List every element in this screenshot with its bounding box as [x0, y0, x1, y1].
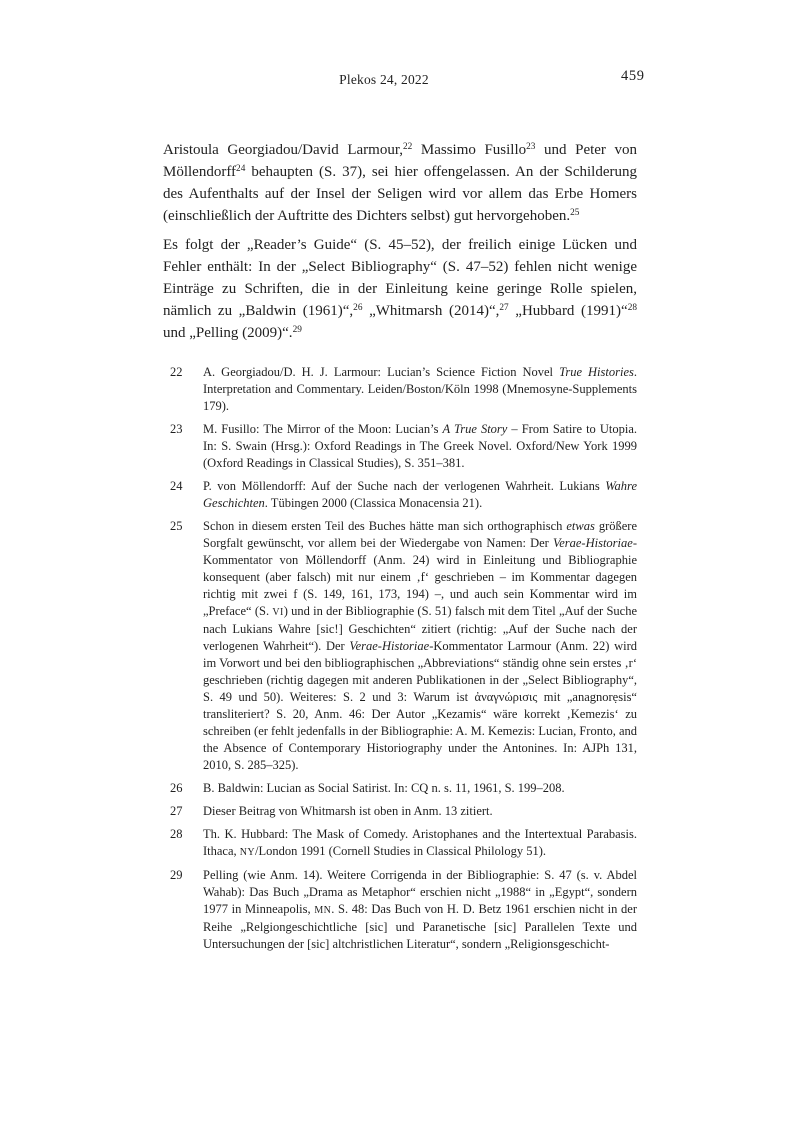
footnote-text — [203, 867, 637, 953]
footnote-text — [203, 518, 637, 774]
text-run: Schon in diesem ersten Teil des Buches hätte man sich orthographisch — [203, 519, 567, 533]
footnote-number: 22 — [170, 365, 183, 379]
italic-text: A True Story — [442, 422, 508, 436]
italic-text: etwas — [566, 519, 595, 533]
footnote-item — [163, 478, 637, 512]
text-run: . S. 48: Das Buch von H. D. Betz 1961 erschien nicht in der Reihe „Relgiongeschichtliche [sic] und Paranetische [sic] Parallelen Texte und Untersuchungen der [sic] altchristlichen Literatur“, sondern „Religionsgeschicht- — [203, 902, 637, 951]
text-run: und Peter von Möllendorff — [163, 142, 637, 180]
text-run: größere Sorgfalt gewünscht, vor allem bei der Wiedergabe von Namen: Der — [203, 519, 638, 550]
footnote-item — [163, 803, 637, 820]
body-paragraph — [163, 139, 637, 227]
body-paragraph — [163, 234, 637, 344]
footnote-marker: 24 — [236, 163, 246, 174]
text-run: . Interpretation and Commentary. Leiden/Boston/Köln 1998 (Mnemosyne-Supplements 179). — [203, 365, 637, 413]
page-content — [163, 139, 637, 959]
footnote-number: 25 — [170, 519, 183, 533]
footnote-item — [163, 364, 637, 415]
small-caps-text: VI — [272, 607, 284, 618]
text-run: Dieser Beitrag von Whitmarsh ist oben in Anm. 13 zitiert. — [203, 804, 493, 818]
text-run: und „Pelling (2009)“. — [163, 325, 293, 341]
footnote-marker: 29 — [292, 324, 302, 335]
text-run: ) und in der Bibliographie (S. 51) falsch mit dem Titel „Auf der Suche nach Lukians Wahre [sic!] Geschichten“ zitiert (richtig: „Auf der Suche nach der verlogenen Wahrheit“). Der — [203, 604, 637, 653]
footnote-number: 24 — [170, 479, 183, 493]
italic-text: Verae-Historiae — [552, 536, 633, 550]
footnote-number: 28 — [170, 827, 183, 841]
text-run: Massimo Fusillo — [412, 142, 527, 158]
text-run: „Whitmarsh (2014)“, — [362, 303, 500, 319]
italic-text: Verae-Historiae — [349, 639, 430, 653]
text-run: -Kommentator Larmour (Anm. 22) wird im Vorwort und bei den bibliographischen „Abbreviations“ ständig ohne sein erstes ‚r‘ geschrieben (richtig dagegen mit anderen Publikationen in der „Select Bibliography“, S. 49 und 50). Weiteres: S. 2 und 3: Warum ist ἀναγνώρισις mit „anagnorẹsis“ transliteriert? S. 20, Anm. 46: Der Autor „Kezamis“ wäre korrekt ‚Kemezis‘ zu schreiben (er fehlt jedenfalls in der Bibliographie: A. M. Kemezis: Lucian, Fronto, and the Absence of Contemporary Historiography under the Antonines. In: AJPh 131, 2010, S. 285–325). — [203, 639, 637, 772]
footnote-item — [163, 780, 637, 797]
footnote-marker: 26 — [353, 302, 363, 313]
footnote-marker: 27 — [499, 302, 509, 313]
footnote-text — [203, 826, 637, 861]
text-run: . Tübingen 2000 (Classica Monacensia 21). — [264, 496, 483, 510]
page-number: 459 — [621, 68, 645, 84]
footnote-marker: 23 — [526, 141, 536, 152]
footnotes-section — [163, 364, 637, 953]
text-run: B. Baldwin: Lucian as Social Satirist. In: CQ n. s. 11, 1961, S. 199–208. — [203, 781, 565, 795]
text-run: Th. K. Hubbard: The Mask of Comedy. Aristophanes and the Intertextual Parabasis. Ithaca, — [203, 827, 637, 858]
text-run: A. Georgiadou/D. H. J. Larmour: Lucian’s Science Fiction Novel — [203, 365, 560, 379]
text-run: Pelling (wie Anm. 14). Weitere Corrigenda in der Bibliographie: S. 47 (s. v. Abdel Wahab): Das Buch „Drama as Metaphor“ erschien nicht „1988“ in „Egypt“, sondern 1977 in Minneapolis, — [203, 868, 637, 916]
text-run: M. Fusillo: The Mirror of the Moon: Lucian’s — [203, 422, 443, 436]
italic-text: True Histories — [559, 365, 634, 379]
footnote-text — [203, 780, 637, 797]
small-caps-text: NY — [239, 847, 256, 858]
text-run: – From Satire to Utopia. In: S. Swain (Hrsg.): Oxford Readings in The Greek Novel. Oxford/New York 1999 (Oxford Readings in Classical Studies), S. 351–381. — [203, 422, 637, 470]
footnote-marker: 25 — [570, 207, 580, 218]
running-header — [163, 72, 605, 88]
text-run: -Kommentator von Möllendorff (Anm. 24) wird in Einleitung und Bibliographie konsequent (aber falsch) mit nur einem ‚f‘ geschrieben – im Kommentar dagegen richtig mit zwei f (S. 149, 161, 173, 194) –, und auch sein Kommentar wird im „Preface“ (S. — [203, 536, 637, 618]
footnote-number: 29 — [170, 868, 183, 882]
footnote-text — [203, 478, 637, 512]
footnote-marker: 28 — [627, 302, 637, 313]
main-text — [163, 139, 637, 344]
footnote-number: 23 — [170, 422, 183, 436]
footnote-item — [163, 518, 637, 774]
footnote-marker: 22 — [402, 141, 413, 152]
footnote-number: 26 — [170, 781, 183, 795]
text-run: „Hubbard (1991)“ — [508, 303, 628, 319]
footnote-item — [163, 421, 637, 472]
text-run: behaupten (S. 37), sei hier offengelassen. An der Schilderung des Aufenthalts auf der Insel der Seligen wird vor allem das Erbe Homers (einschließlich der Auftritte des Dichters selbst) gut hervorgehoben. — [163, 164, 637, 224]
footnote-item — [163, 826, 637, 861]
italic-text: Wahre Geschichten — [203, 479, 637, 510]
text-run: P. von Möllendorff: Auf der Suche nach der verlogenen Wahrheit. Lukians — [203, 479, 606, 493]
text-run: /London 1991 (Cornell Studies in Classical Philology 51). — [255, 844, 546, 858]
text-run: Aristoula Georgiadou/David Larmour, — [163, 142, 403, 158]
text-run: Es folgt der „Reader’s Guide“ (S. 45–52), der freilich einige Lücken und Fehler enthält: In der „Select Bibliography“ (S. 47–52) fehlen nicht wenige Einträge zu Schriften, die in der Einleitung keine geringe Rolle spielen, nämlich zu „Baldwin (1961)“, — [163, 237, 637, 319]
footnote-text — [203, 421, 637, 472]
footnote-text — [203, 803, 637, 820]
journal-title: Plekos 24, 2022 — [339, 72, 429, 87]
footnote-text — [203, 364, 637, 415]
footnote-number: 27 — [170, 804, 183, 818]
small-caps-text: MN — [314, 905, 332, 916]
footnote-item — [163, 867, 637, 953]
